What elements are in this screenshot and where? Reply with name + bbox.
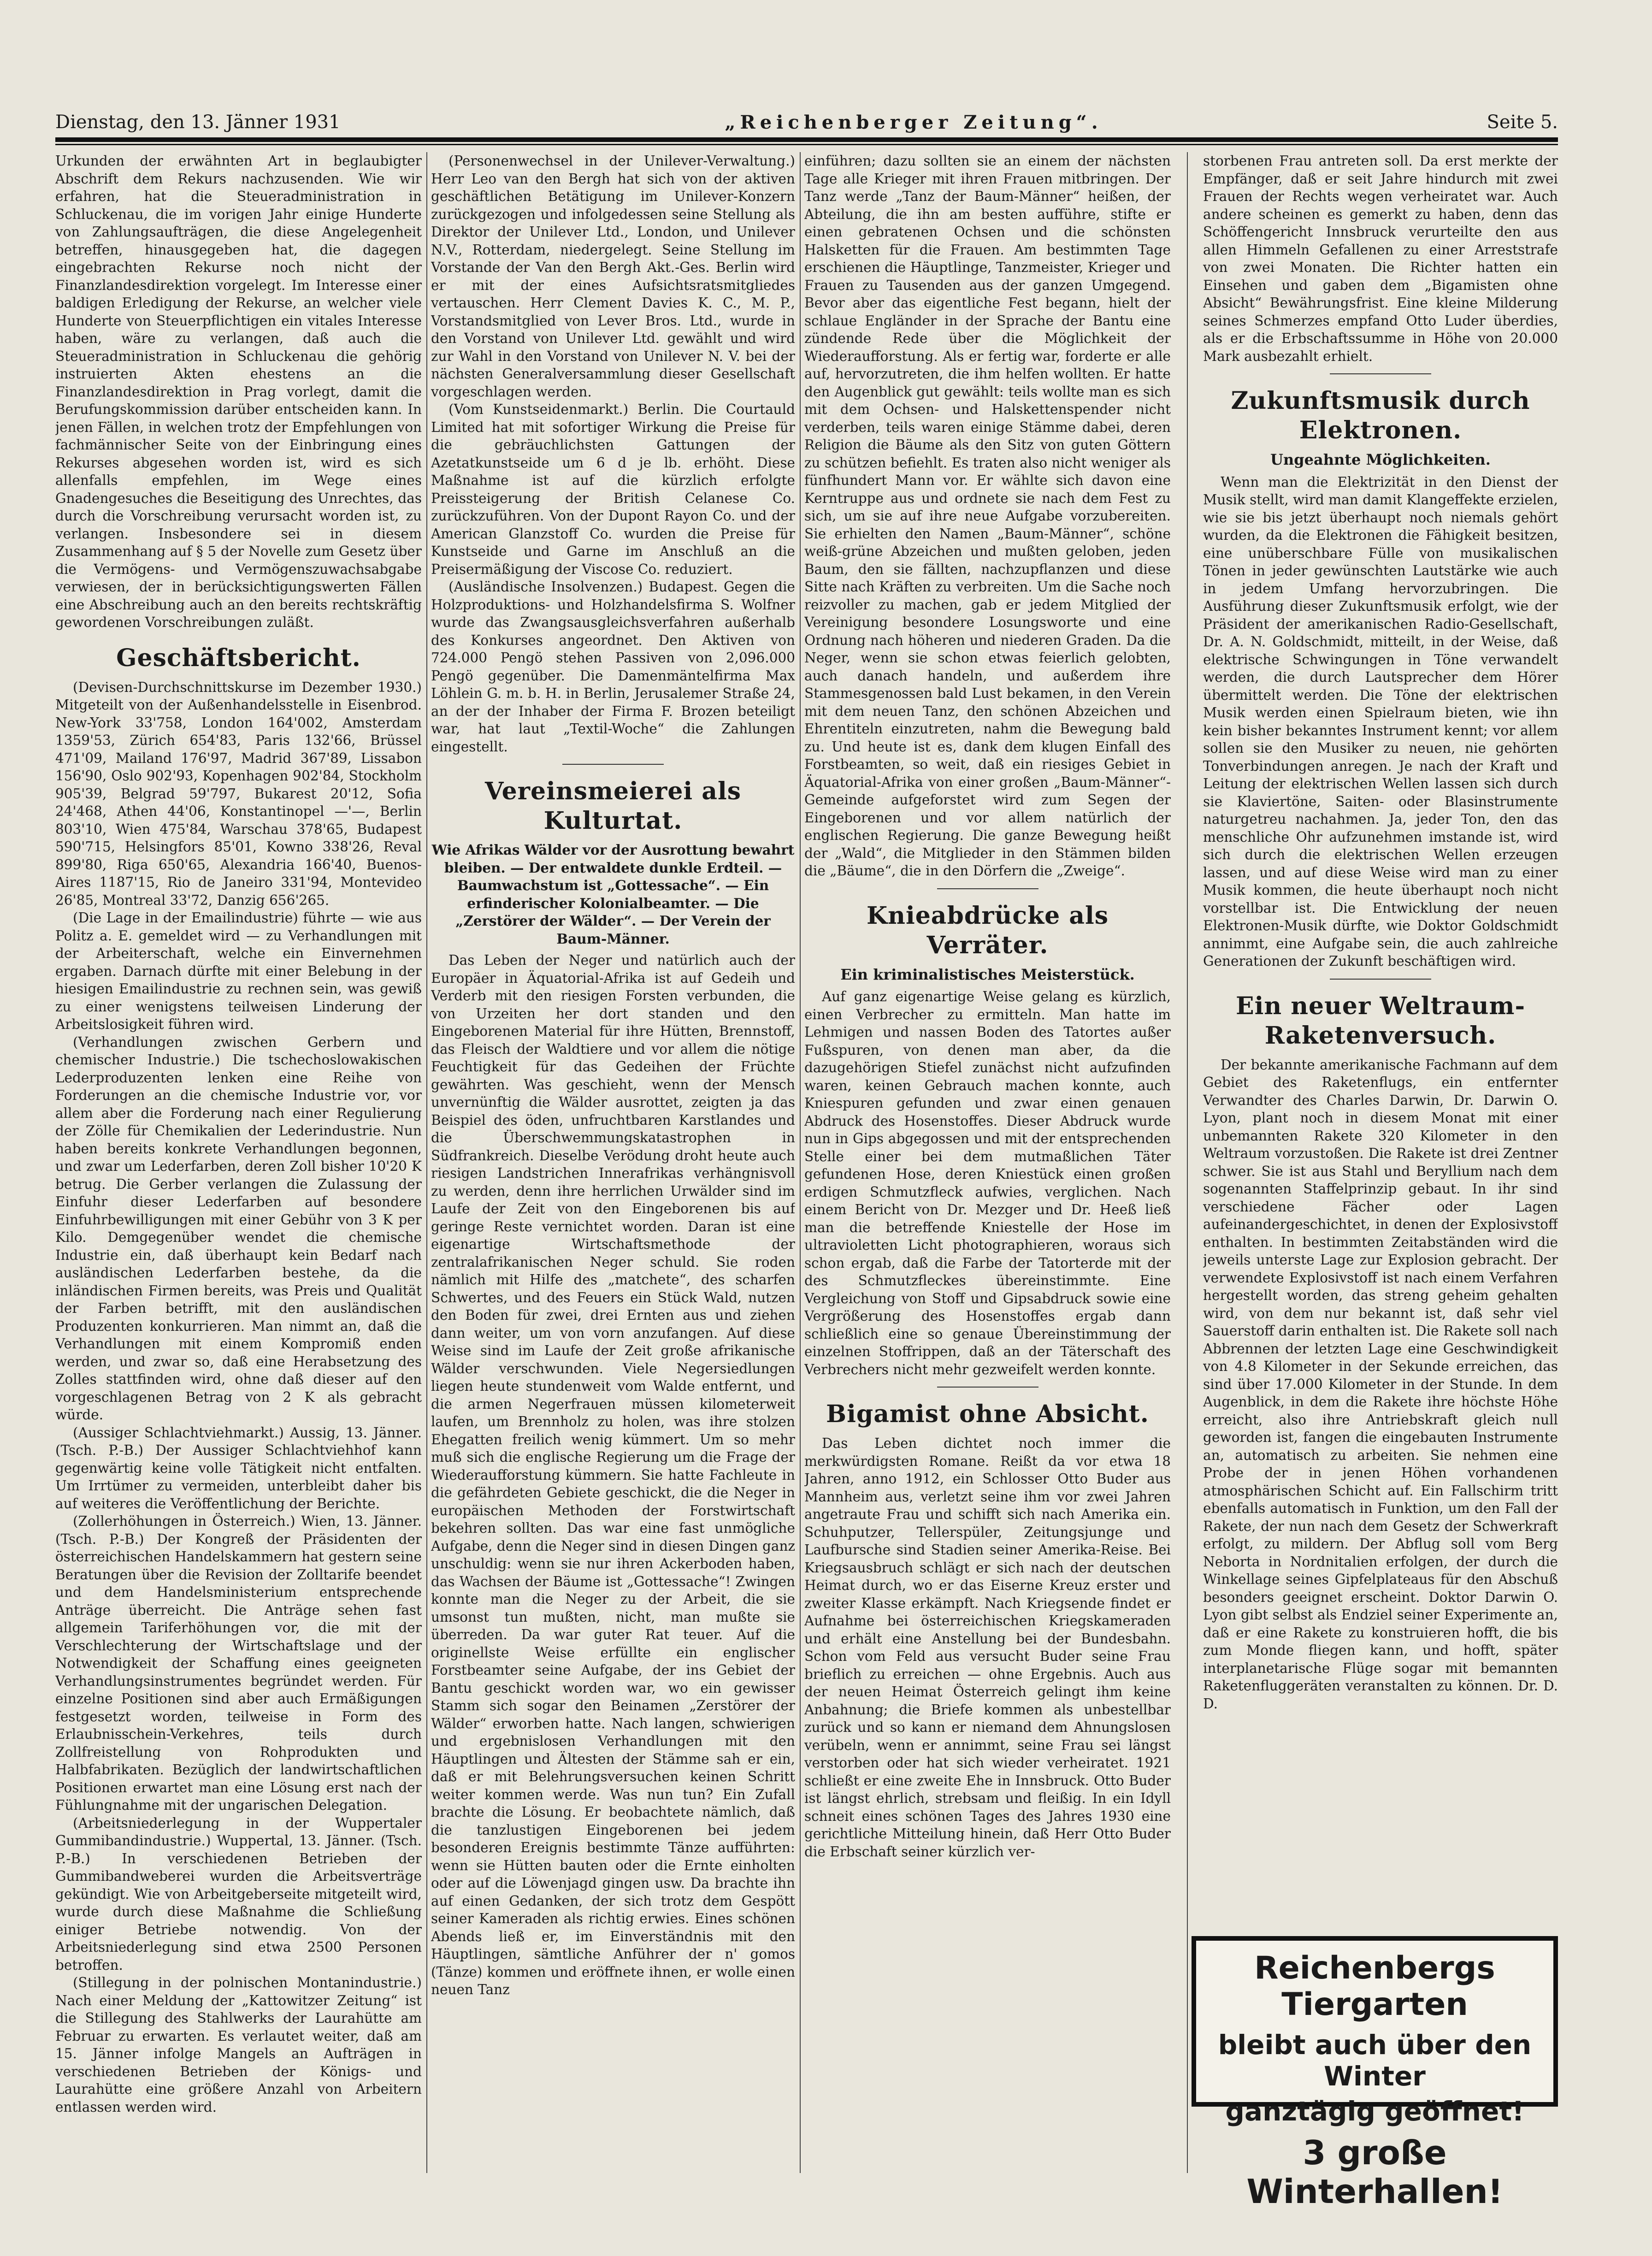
- article-heading: Bigamist ohne Absicht.: [826, 1400, 1149, 1428]
- news-item: (Stillegung in der polnischen Montanindustrie.) Nach einer Meldung der „Kattowitzer Zeitung“ ist die Stillegung des Stahlwerks der Laurahütte am Februar zu erwarten. Es verlautet weiter, daß am 15. Jänner infolge Mangels an Aufträgen in verschiedenen Betrieben der Königs- und Laurahütte eine größere Anzahl von Arbeitern entlassen werden wird.: [55, 1975, 422, 2115]
- news-item: (Verhandlungen zwischen Gerbern und chemischer Industrie.) Die tschechoslowakischen Lederproduzenten lenken eine Reihe von Forderungen an die chemische Industrie vor, vor allem aber die Forderung nach einer Regulierung der Zölle für Chemikalien der Lederindustrie. Nun haben bereits konkrete Verhandlungen begonnen, und zwar um Lederfarben, deren Zoll bisher 10'20 K betrug. Die Gerber verlangen die Zulassung der Einfuhr dieser Lederfarben auf besondere Einfuhrbewilligungen mit einer Gebühr von 3 K per Kilo. Demgegenüber wendet die chemische Industrie ein, daß überhaupt kein Bedarf nach ausländischen Lederfarben bestehe, da die inländischen Firmen bereits, was Preis und Qualität der Farben betrifft, mit den ausländischen Produzenten konkurrieren. Man nimmt an, daß die Verhandlungen mit einem Kompromiß enden werden, und zwar so, daß eine Herabsetzung des Zolles stattfinden wird, ohne daß dieser auf den vorgeschlagenen Betrag von 2 K als gebracht würde.: [55, 1034, 422, 1423]
- article-heading: Vereinsmeierei als Kulturtat.: [485, 777, 741, 835]
- header-page-number: Seite 5.: [1487, 112, 1558, 133]
- news-item: (Zollerhöhungen in Österreich.) Wien, 13. Jänner. (Tsch. P.-B.) Der Kongreß der Präsidenten der österreichischen Handelskammern hat gestern seine Beratungen über die Revision der Zolltarife beendet und dem Handelsministerium entsprechende Anträge überreicht. Die Anträge sehen fast allgemein Tariferhöhungen vor, die mit der Verschlechterung der Wirtschaftslage und der Notwendigkeit der Schaffung eines geeigneten Verhandlungsinstrumentes begründet werden. Für einzelne Positionen sind aber auch Ermäßigungen festgesetzt worden, teilweise in Form des Erlaubnisschein-Verkehres, teils durch Zollfreistellung von Rohprodukten und Halbfabrikaten. Bezüglich der landwirtschaftlichen Positionen erwartet man eine Lösung erst nach der Fühlungnahme mit der ungarischen Delegation.: [55, 1513, 422, 1813]
- separator-line: [937, 888, 1038, 889]
- news-item: (Devisen-Durchschnittskurse im Dezember 1930.) Mitgeteilt von der Außenhandelsstelle in Eisenbrod. New-York 33'758, London 164'002, Amsterdam 1359'53, Zürich 654'83, Paris 132'66, Brüssel 471'09, Mailand 176'97, Madrid 367'89, Lissabon 156'90, Oslo 902'93, Kopenhagen 902'84, Stockholm 905'39, Belgrad 59'797, Bukarest 20'12, Sofia 24'468, Athen 44'06, Konstantinopel —'—, Berlin 803'10, Wien 475'84, Warschau 378'65, Budapest 590'715, Helsingfors 85'01, Kowno 338'26, Reval 899'80, Riga 650'65, Alexandria 166'40, Buenos-Aires 1187'15, Rio de Janeiro 331'94, Montevideo 26'85, Montreal 33'72, Danzig 656'265.: [55, 679, 422, 908]
- ad-text: bleibt auch über den Winter: [1218, 2029, 1532, 2092]
- advertisement-box: [1192, 1936, 1558, 2211]
- header-date: Dienstag, den 13. Jänner 1931: [55, 112, 341, 133]
- column-3: [804, 152, 1171, 2173]
- news-item: (Die Lage in der Emailindustrie) führte — wie aus Politz a. E. gemeldet wird — zu Verhandlungen mit der Arbeiterschaft, welche ein Einvernehmen ergaben. Darnach dürfte mit einer Belebung in der hiesigen Emailindustrie zu rechnen sein, was gewiß zu einer wenigstens teilweisen Linderung der Arbeitslosigkeit führen wird.: [55, 910, 422, 1032]
- news-item: (Aussiger Schlachtviehmarkt.) Aussig, 13. Jänner. (Tsch. P.-B.) Der Aussiger Schlachtviehhof kann gegenwärtig keine volle Tätigkeit nicht entfalten. Um Irrtümer zu vermeiden, unterbleibt daher bis auf weiteres die Veröffentlichung der Berichte.: [55, 1424, 422, 1512]
- article-heading: Knieabdrücke als Verräter.: [866, 901, 1109, 959]
- header-rule-thin: [55, 144, 1558, 145]
- article-text: einführen; dazu sollten sie an einem der nächsten Tage alle Krieger mit ihren Frauen mitbringen. Der Tanz werde „Tanz der Baum-Männer“ heißen, der Abteilung, die ihn am besten aufführe, stifte er einen gebratenen Ochsen und die schönsten Halsketten für die Frauen. Am bestimmten Tage erschienen die Häuptlinge, Tanzmeister, Krieger und Frauen zu Tausenden aus der ganzen Umgegend. Bevor aber das eigentliche Fest begann, hielt der schlaue Engländer in der Sprache der Bantu eine zündende Rede über die Möglichkeit der Wiederaufforstung. Als er fertig war, forderte er alle auf, hervorzutreten, die ihm helfen wollten. Er hatte den Augenblick gut gewählt: teils wollte man es sich mit dem Ochsen- und Halskettenspender nicht verderben, teils waren einige Stämme dabei, deren Religion die Bäume als den Sitz von guten Göttern zu schützen befiehlt. Es traten also nicht weniger als fünfhundert Mann vor. Er wählte sich davon eine Kerntruppe aus und ordnete sie nach dem Fest zu sich, um sie auf ihre neue Aufgabe vorzubereiten. Sie erhielten den Namen „Baum-Männer“, schöne weiß-grüne Abzeichen und mußten geloben, jeden Baum, den sie fällten, nachzupflanzen und diese Sitte nach Kräften zu verbreiten. Um die Sache noch reizvoller zu machen, gab er jedem Mitglied der Vereinigung besondere Losungsworte und eine Ordnung nach höheren und niederen Graden. Da die Neger, wenn sie schon etwas feierlich gelobten, auch danach handeln, und außerdem ihre Stammesgenossen bald Lust bekamen, in den Verein mit dem neuen Tanz, den schönen Abzeichen und Ehrentiteln einzutreten, nahm die Bewegung bald zu. Und heute ist es, dank dem klugen Einfall des Forstbeamten, so weit, daß ein riesiges Gebiet in Äquatorial-Afrika von einer großen „Baum-Männer“-Gemeinde aufgeforstet wird zum Segen der Eingeborenen und vor allem natürlich der englischen Regierung. Die ganze Bewegung heißt der „Wald“, die Mitglieder in den Stämmen bilden die „Bäume“, die in den Dörfern die „Zweige“.: [804, 153, 1171, 879]
- header-rule: [55, 137, 1558, 142]
- article-heading: Ein neuer Weltraum-Raketenversuch.: [1235, 992, 1526, 1050]
- column-divider: [426, 152, 427, 2173]
- article-text: Urkunden der erwähnten Art in beglaubigter Abschrift dem Rekurs nachzusenden. Wie wir erfahren, hat die Steueradministration in Schluckenau, die im vorigen Jahr einige Hunderte von Zahlungsaufträgen, die diese Angelegenheit betreffen, hinausgegeben hat, die dagegen eingebrachten Rekurse noch nicht der Finanzlandesdirektion vorgelegt. Im Interesse einer baldigen Erledigung der Rekurse, an welcher viele Hunderte von Steuerpflichtigen ein vitales Interesse haben, wäre zu verlangen, daß auch die Steueradministration in Schluckenau die gehörig instruierten Akten ehestens an die Finanzlandesdirektion in Prag vorlegt, damit die Berufungskommission darüber entscheiden kann. In jenen Fällen, in welchen trotz der Empfehlungen von fachmännischer Seite von der Einbringung eines Rekurses abgesehen worden ist, wird es sich allenfalls empfehlen, im Wege eines Gnadengesuches die Beseitigung des Unrechtes, das durch die Vorschreibung verursacht worden ist, zu verlangen. Insbesondere sei in diesem Zusammenhang auf § 5 der Novelle zum Gesetz über die Vermögens- und Vermögenszuwachsabgabe verwiesen, der in berücksichtigungswerten Fällen eine Abschreibung auch an den bereits rechtskräftig gewordenen Vorschreibungen zuläßt.: [55, 153, 422, 630]
- separator-line: [937, 1387, 1038, 1388]
- column-divider: [1187, 152, 1188, 2173]
- page-header: [55, 108, 1558, 136]
- separator-line: [1330, 373, 1431, 374]
- article-heading: Zukunftsmusik durch Elektronen.: [1231, 387, 1530, 444]
- header-newspaper-title: „Reichenberger Zeitung“.: [725, 111, 1103, 133]
- ad-text: ganztägig geöffnet!: [1225, 2096, 1524, 2127]
- news-item: (Personenwechsel in der Unilever-Verwaltung.) Herr Leo van den Bergh hat sich von der aktiven geschäftlichen Betätigung im Unilever-Konzern zurückgezogen und infolgedessen seine Stellung als Direktor der Unilever Ltd., London, und Unilever N.V., Rotterdam, niedergelegt. Seine Stellung im Vorstande der Van den Bergh Akt.-Ges. Berlin wird er mit der eines Aufsichtsratsmitgliedes vertauschen. Herr Clement Davies K. C., M. P., Vorstandsmitglied von Lever Bros. Ltd., wurde in den Vorstand von Unilever Ltd. gewählt und wird zur Wahl in den Vorstand von Unilever N. V. bei der nächsten Generalversammlung dieser Gesellschaft vorgeschlagen werden.: [431, 153, 795, 400]
- article-subheading: Ein kriminalistisches Meisterstück.: [840, 965, 1135, 983]
- article-lead: Wie Afrikas Wälder vor der Ausrottung bewahrt bleiben. — Der entwaldete dunkle Erdteil. — Baumwachstum ist „Gottessache“. — Ein erfinderischer Kolonialbeamter. — Die „Zerstörer der Wälder“. — Der Verein der Baum-Männer.: [431, 842, 795, 947]
- separator-line: [562, 764, 664, 765]
- article-text: Das Leben dichtet noch immer die merkwürdigsten Romane. Reißt da vor etwa 18 Jahren, anno 1912, ein Schlosser Otto Buder aus Mannheim aus, verletzt seine ihm vor zwei Jahren angetraute Frau und schifft sich nach Amerika ein. Schuhputzer, Tellerspüler, Zeitungsjunge und Laufbursche sind Stadien seiner Amerika-Reise. Bei Kriegsausbruch schlägt er sich nach der deutschen Heimat durch, wo er das Eiserne Kreuz erster und zweiter Klasse erkämpft. Nach Kriegsende findet er Aufnahme bei österreichischen Kriegskameraden und erhält eine Anstellung bei der Bundesbahn. Schon vom Feld aus versucht Buder seine Frau brieflich zu erreichen — ohne Ergebnis. Auch aus der neuen Heimat Österreich gelingt ihm keine Anbahnung; die Briefe kommen als unbestellbar zurück und so kann er niemand dem Ahnungslosen verübeln, wenn er annimmt, seine Frau sei längst verstorben oder hat sich wieder verheiratet. 1921 schließt er eine zweite Ehe in Innsbruck. Otto Buder ist längst ehrlich, strebsam und fleißig. In ein Idyll schneit eines schönen Tages des Jahres 1930 eine gerichtliche Mitteilung hinein, daß Herr Otto Buder die Erbschaft seiner kürzlich ver-: [804, 1435, 1171, 1860]
- column-divider: [800, 152, 801, 2173]
- section-heading: Geschäftsbericht.: [116, 644, 361, 672]
- news-item: (Vom Kunstseidenmarkt.) Berlin. Die Courtauld Limited hat mit sofortiger Wirkung die Preise für die gebräuchlichsten Gattungen der Azetatkunstseide um 6 d je lb. erhöht. Diese Maßnahme ist auf die kürzlich erfolgte Preissteigerung der British Celanese Co. zurückzuführen. Von der Dupont Rayon Co. und der American Glanzstoff Co. wurden die Preise für Kunstseide und Garne im Anschluß an die Preisermäßigung der Viscose Co. reduziert.: [431, 402, 795, 577]
- ad-headline: Reichenbergs Tiergarten: [1254, 1950, 1495, 2023]
- column-4: [1203, 152, 1558, 1924]
- article-text: Der bekannte amerikanische Fachmann auf dem Gebiet des Raketenflugs, ein entfernter Verwandter des Charles Darwin, Dr. Darwin O. Lyon, plant noch in diesem Monat mit einer unbemannten Rakete 320 Kilometer in den Weltraum vorzustoßen. Die Rakete ist drei Zentner schwer. Sie ist aus Stahl und Beryllium nach dem sogenannten Staffelprinzip gebaut. In ihr sind verschiedene Fächer oder Lagen aufeinandergeschichtet, in denen der Explosivstoff enthalten. In bestimmten Zeitabständen wird die jeweils unterste Lage zur Explosion gebracht. Der verwendete Explosivstoff ist nach einem Verfahren hergestellt worden, das streng geheim gehalten wird, von dem nur bekannt ist, daß sehr viel Sauerstoff darin enthalten ist. Die Rakete soll nach Abbrennen der letzten Lage eine Geschwindigkeit von 4.8 Kilometer in der Sekunde erreichen, das sind über 17.000 Kilometer in der Stunde. In dem Augenblick, in dem die Rakete ihre höchste Höhe erreicht, also ihre Antriebskraft gleich null geworden ist, fangen die eingebauten Instrumente an, automatisch zu arbeiten. Sie nehmen eine Probe der in jenen Höhen vorhandenen atmosphärischen Schicht auf. Ein Fallschirm tritt ebenfalls automatisch in Funktion, um den Fall der Rakete, der nun nach dem Gesetz der Schwerkraft erfolgt, zu mildern. Der Abflug soll vom Berg Neborta in Nordnitalien erfolgen, der durch die Winkellage seines Gipfelplateaus für den Abschuß besonders geeignet erscheint. Doktor Darwin O. Lyon gibt selbst als Endziel seiner Experimente an, daß er eine Rakete zu konstruieren hofft, die bis zum Monde fliegen kann, und hofft, später interplanetarische Flüge sogar mit bemannten Raketenfluggeräten veranstalten zu können. Dr. D. D.: [1203, 1057, 1558, 1712]
- separator-line: [1330, 979, 1431, 980]
- article-text: storbenen Frau antreten soll. Da erst merkte der Empfänger, daß er seit Jahre hindurch mit zwei Frauen der Rechts wegen verheiratet war. Auch andere scheinen es gemerkt zu haben, denn das Schöffengericht Innsbruck verurteilte den aus allen Himmeln Gefallenen zu einer Arreststrafe von zwei Monaten. Die Richter hatten ein Einsehen und gaben dem „Bigamisten ohne Absicht“ Bewährungsfrist. Eine kleine Milderung seines Schmerzes empfand Otto Luder überdies, als er die Erbschaftssumme in Höhe von 20.000 Mark ausbezahlt erhielt.: [1203, 153, 1558, 364]
- news-item: (Arbeitsniederlegung in der Wuppertaler Gummibandindustrie.) Wuppertal, 13. Jänner. (Tsch. P.-B.) In verschiedenen Betrieben der Gummibandweberei wurden die Arbeitsverträge gekündigt. Wie von Arbeitgeberseite mitgeteilt wird, wurde durch diese Maßnahme die Schließung einiger Betriebe notwendig. Von der Arbeitsniederlegung sind etwa 2500 Personen betroffen.: [55, 1815, 422, 1973]
- column-1: [55, 152, 422, 2173]
- article-text: Wenn man die Elektrizität in den Dienst der Musik stellt, wird man damit Klangeffekte erzielen, wie sie bis jetzt überhaupt noch niemals gehört wurden, da die Elektronen die Fähigkeit besitzen, eine unüberschbare Fülle von musikalischen Tönen in jeder gewünschten Lautstärke wie auch in jedem Umfang hervorzubringen. Die Ausführung dieser Zukunftsmusik erfolgt, wie der Präsident der amerikanischen Radio-Gesellschaft, Dr. A. N. Goldschmidt, mitteilt, in der Weise, daß elektrische Schwingungen in Töne verwandelt werden, die durch Lautsprecher dem Hörer übermittelt werden. Die Töne der elektrischen Musik werden einen Spielraum bieten, wie ihn kein bisher bekanntes Instrument kennt; vor allem sollen sie den Musiker zu neuen, nie gehörten Tonverbindungen anregen. Je nach der Kraft und Leitung der elektrischen Wellen lassen sich durch sie Klaviertöne, Saiten- oder Blasinstrumente naturgetreu nachahmen. Ja, jeder Ton, den das menschliche Ohr aufzunehmen imstande ist, wird sich durch die elektrischen Wellen erzeugen lassen, und auf diese Weise wird man zu einer Musik kommen, die heute überhaupt noch nicht vorstellbar ist. Die Entwicklung der neuen Elektronen-Musik dürfte, wie Doktor Goldschmidt annimmt, eine Aufgabe sein, die auch zahlreiche Generationen der Zukunft beschäftigen wird.: [1203, 474, 1558, 969]
- article-text: Auf ganz eigenartige Weise gelang es kürzlich, einen Verbrecher zu ermitteln. Man hatte im Lehmigen und nassen Boden des Tatortes außer Fußspuren, von denen man aber, da die dazugehörigen Stiefel zunächst nicht aufzufinden waren, keinen Gebrauch machen konnte, auch Kniespuren gefunden und zwar einen genauen Abdruck des Hosenstoffes. Dieser Abdruck wurde nun in Gips abgegossen und mit der entsprechenden Stelle einer bei dem mutmaßlichen Täter gefundenen Hose, deren Kniestück einen großen erdigen Schmutzfleck aufwies, verglichen. Nach einem Bericht von Dr. Mezger und Dr. Heeß ließ man die betreffende Kniestelle der Hose im ultravioletten Licht photographieren, woraus sich schon ergab, daß die Farbe der Tatorterde mit der des Schmutzfleckes übereinstimmte. Eine Vergleichung von Stoff und Gipsabdruck sowie eine Vergrößerung des Hosenstoffes ergab dann schließlich eine so genaue Übereinstimmung der einzelnen Stoffrippen, daß an der Täterschaft des Verbrechers nicht mehr gezweifelt werden konnte.: [804, 989, 1171, 1377]
- ad-text: 3 große Winterhallen!: [1246, 2133, 1503, 2211]
- news-item: (Ausländische Insolvenzen.) Budapest. Gegen die Holzproduktions- und Holzhandelsfirma S. Wolfner wurde das Zwangsausgleichsverfahren außerhalb des Konkurses angeordnet. Den Aktiven von 724.000 Pengö stehen Passiven von 2,096.000 Pengö gegenüber. Die Damenmäntelfirma Max Löhlein G. m. b. H. in Berlin, Jerusalemer Straße 24, an der der Inhaber der Firma F. Brozen beteiligt war, hat laut „Textil-Woche“ die Zahlungen eingestellt.: [431, 579, 795, 755]
- article-text: Das Leben der Neger und natürlich auch der Europäer in Äquatorial-Afrika ist auf Gedeih und Verderb mit den riesigen Forsten verbunden, die von Urzeiten her dort standen und den Eingeborenen Material für ihre Hütten, Brennstoff, das Fleisch der Waldtiere und vor allem die nötige Feuchtigkeit für das Gedeihen der Früchte gewährten. Was geschieht, wenn der Mensch unvernünftig die Wälder ausrottet, zeigten ja das Beispiel des öden, unfruchtbaren Karstlandes und die Überschwemmungskatastrophen in Südfrankreich. Dieselbe Verödung droht heute auch riesigen Landstrichen Innerafrikas verhängnisvoll zu werden, denn ihre herrlichen Urwälder sind im Laufe der Zeit von den Eingeborenen bis auf geringe Reste vernichtet worden. Daran ist eine eigenartige Wirtschaftsmethode der zentralafrikanischen Neger schuld. Sie roden nämlich mit Hilfe des „matchete“, des scharfen Schwertes, und des Feuers ein Stück Wald, nutzen den Boden für zwei, drei Ernten aus und ziehen dann weiter, um von vorn anzufangen. Auf diese Weise sind im Laufe der Zeit große afrikanische Wälder verschwunden. Viele Negersiedlungen liegen heute stundenweit vom Walde entfernt, und die armen Negerfrauen müssen kilometerweit laufen, um Brennholz zu holen, was ihre stolzen Ehegatten freilich wenig kümmert. Um so mehr muß sich die englische Regierung um die Frage der Wiederaufforstung kümmern. Sie hatte Fachleute in die gefährdeten Gebiete geschickt, die die Neger in europäischen Methoden der Forstwirtschaft bekehren sollten. Das war eine fast unmögliche Aufgabe, denn die Neger sind in diesen Dingen ganz unschuldig: wenn sie nur ihren Ackerboden haben, das Wachsen der Bäume ist „Gottessache“! Zwingen konnte man die Neger zu der Arbeit, die sie umsonst tun mußten, nicht, man mußte sie überreden. Da war guter Rat teuer. Auf die originellste Weise erfüllte ein englischer Forstbeamter seine Aufgabe, der ins Gebiet der Bantu geschickt worden war, wo ein gewisser Stamm sich sogar den Beinamen „Zerstörer der Wälder“ erworben hatte. Nach langen, schwierigen und ergebnislosen Verhandlungen mit den Häuptlingen und Ältesten der Stämme sah er ein, daß er mit Belehrungsversuchen keinen Schritt weiter kommen werde. Was nun tun? Ein Zufall brachte die Lösung. Er beobachtete nämlich, daß die tanzlustigen Eingeborenen bei jedem besonderen Ereignis bestimmte Tänze aufführten: wenn sie Hütten bauten oder die Ernte einholten oder auf die Löwenjagd gingen usw. Da brachte ihn auf einen Gedanken, der sich trotz dem Gespött seiner Kameraden als richtig erwies. Eines schönen Abends ließ er, im Einverständnis mit den Häuptlingen, sämtliche Anführer der n' gomos (Tänze) kommen und eröffnete ihnen, er wolle einen neuen Tanz: [431, 952, 795, 1997]
- article-subheading: Ungeahnte Möglichkeiten.: [1270, 451, 1491, 468]
- column-2: [431, 152, 795, 2173]
